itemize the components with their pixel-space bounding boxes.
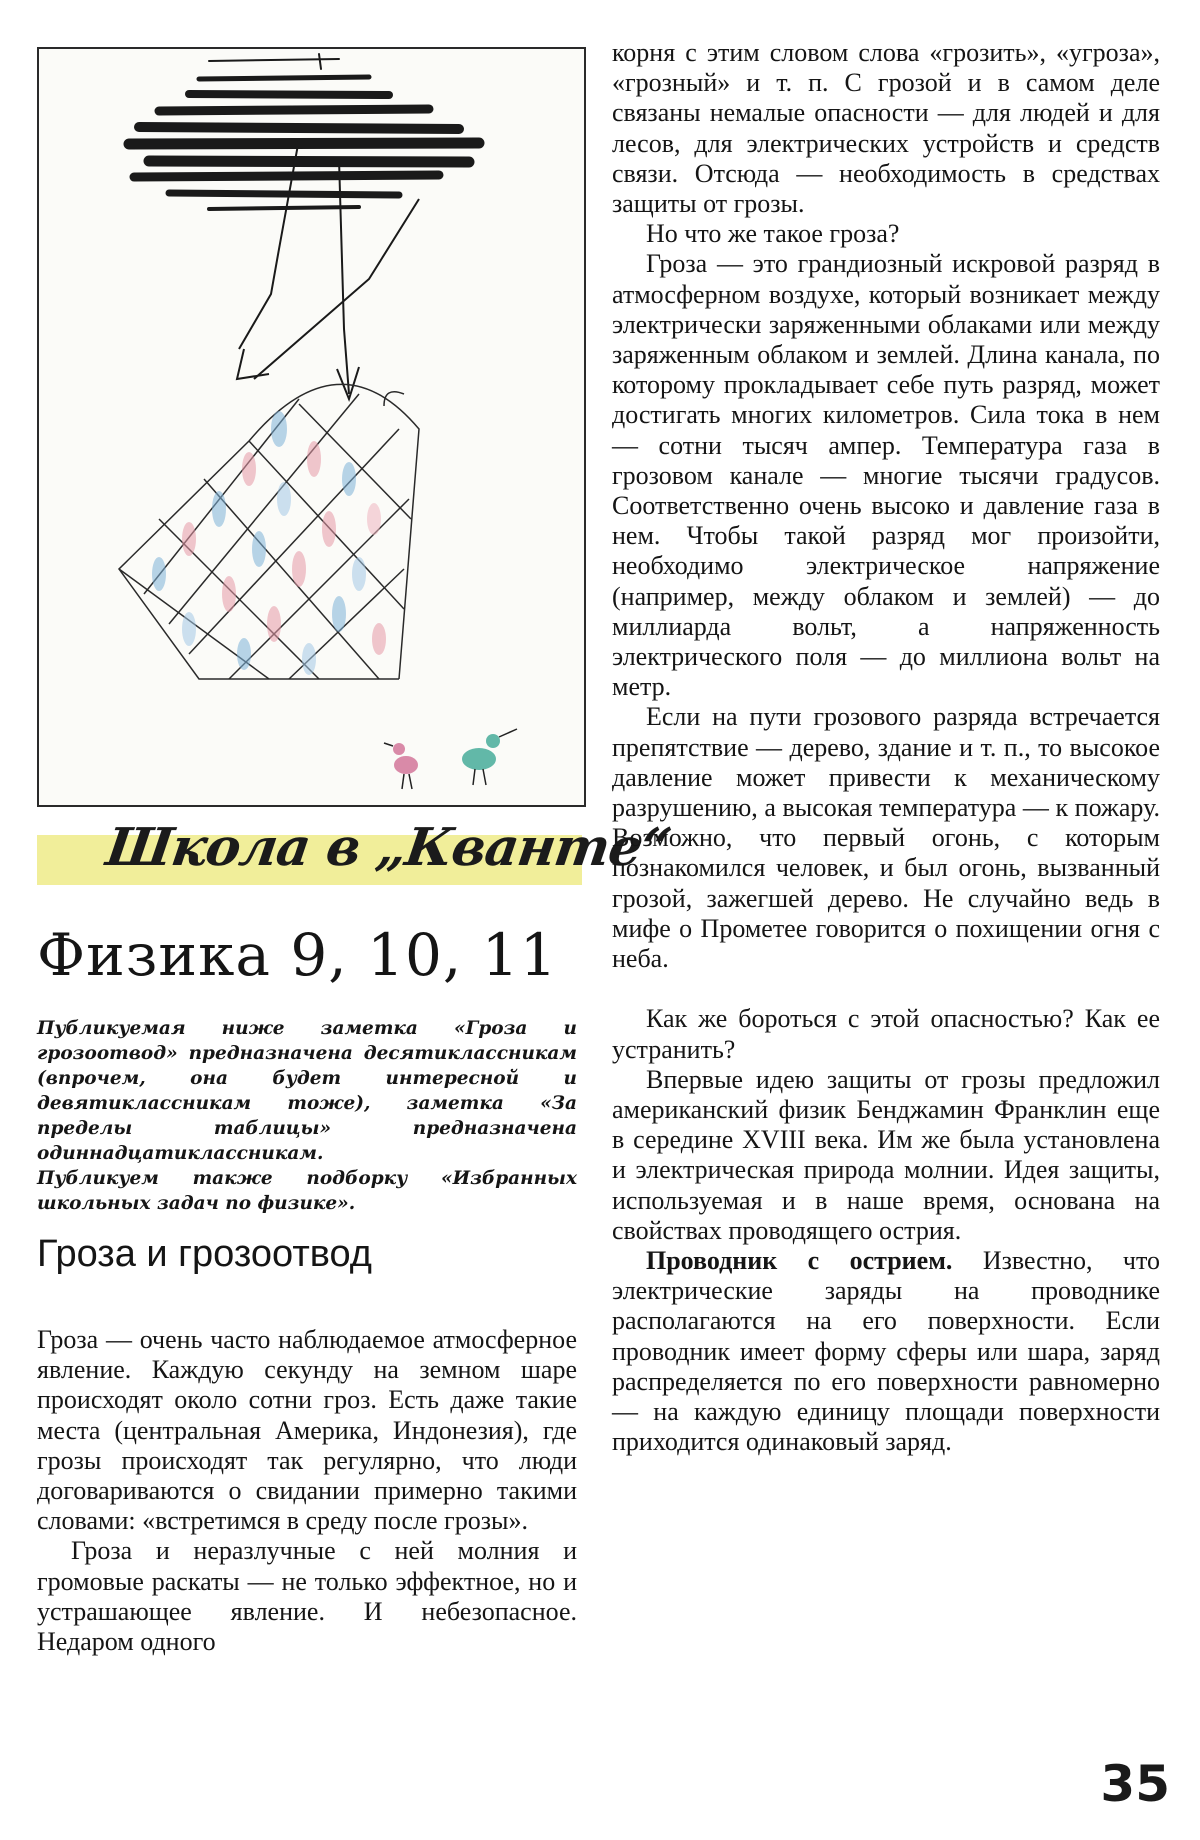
thundercloud (129, 54, 479, 209)
right-paragraph-7 (612, 1246, 1160, 1457)
right-paragraph-7-text: Известно, что электрические заряды на проводнике располагаются на его поверхности. Если проводник имеет форму сферы или шара, заряд распределяется по его поверхности равномерно — на каждую единицу площади поверхности приходится одинаковый заряд. (612, 1245, 1160, 1457)
illustration-drawing (39, 49, 584, 805)
right-column (612, 38, 1160, 1457)
watercolor-birds (152, 411, 386, 675)
page-number: 35 (1100, 1755, 1170, 1813)
section-title: Физика 9, 10, 11 (37, 921, 558, 989)
right-paragraph-2: Но что же такое гроза? (646, 219, 900, 249)
school-banner (37, 817, 675, 885)
birds-outside-cage (384, 729, 517, 789)
left-paragraph-1: Гроза — очень часто наблюдаемое атмосферное явление. Каждую секунду на земном шаре происходят около сотни гроз. Есть даже такие места (центральная Америка, Индонезия), где грозы происходят так регулярно, что люди договариваются о свидании примерно такими словами: «встретимся в среду после грозы». (37, 1325, 577, 1536)
right-paragraph-3: Гроза — это грандиозный искровой разряд в атмосферном воздухе, который возникает между электрически заряженными облаками или между заряженным облаком и землей. Длина канала, по которому прокладывает себе путь разряд, может достигать многих километров. Сила тока в нем — сотни тысяч ампер. Температура газа в грозовом канале — многие тысячи градусов. Соответственно очень высоко и давление газа в нем. Чтобы такой разряд мог произойти, необходимо электрическое напряжение (например, между облаком и землей) — до миллиарда вольт, а напряженность электрического поля — до миллиона вольт на метр. (612, 249, 1160, 702)
intro-paragraph-1: Публикуемая ниже заметка «Гроза и грозоотвод» предназначена десятиклассникам (впрочем, она будет интересной и девятиклассникам тоже), заметка «За пределы таблицы» предназначена одиннадцатиклассникам. (37, 1018, 577, 1164)
subheading-conductor-with-point: Проводник с острием. (646, 1245, 953, 1275)
right-paragraph-4: Если на пути грозового разряда встречается препятствие — дерево, здание и т. п., то высокое давление может привести к механическому разрушению, а высокая температура — к пожару. Возможно, что первый огонь, с которым познакомился человек, и был огонь, вызванный грозой, зажегшей дерево. Не случайно ведь в мифе о Прометее говорится о похищении огня с неба. (612, 702, 1160, 974)
banner-title: Школа в „Кванте“ (102, 817, 675, 878)
right-paragraph-5: Как же бороться с этой опасностью? Как ее устранить? (612, 1004, 1160, 1064)
left-paragraph-2: Гроза и неразлучные с ней молния и громовые раскаты — не только эффектное, но и устрашающее явление. И небезопасное. Недаром одного (37, 1536, 577, 1657)
intro-note (37, 1016, 577, 1216)
right-paragraph-6: Впервые идею защиты от грозы предложил американский физик Бенджамин Франклин еще в середине XVIII века. Им же была установлена и электрическая природа молнии. Идея защиты, используемая и в наше время, основана на свойствах проводящего острия. (612, 1064, 1160, 1245)
left-column (37, 1325, 577, 1657)
right-paragraph-1: корня с этим словом слова «грозить», «угроза», «грозный» и т. п. С грозой и в самом деле связаны немалые опасности — для людей и для лесов, для электрических устройств и средств связи. Отсюда — необходимость в средствах защиты от грозы. (612, 38, 1160, 219)
illustration-thundercloud-birdcage (37, 47, 586, 807)
article-title: Гроза и грозоотвод (37, 1233, 372, 1275)
intro-paragraph-2: Публикуем также подборку «Избранных школьных задач по физике». (37, 1168, 577, 1214)
